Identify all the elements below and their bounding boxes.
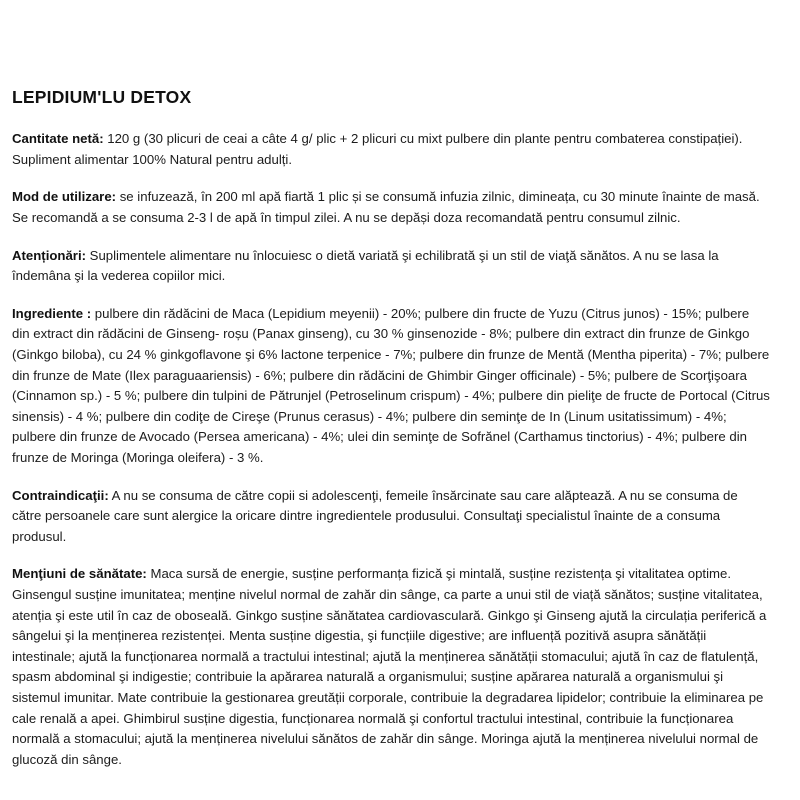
page-title: LEPIDIUM'LU DETOX: [12, 87, 192, 107]
section-label-ingredients: Ingrediente :: [12, 305, 92, 321]
section-warnings: [12, 246, 770, 287]
section-body-ingredients: pulbere din rădăcini de Maca (Lepidium meyenii) - 20%; pulbere din fructe de Yuzu (Citrus junos) - 15%; pulbere din extract din rădăcini de Ginseng- roșu (Panax ginseng), cu 30 % ginsenozide - 8%; pulbere din extract din frunze de Ginkgo (Ginkgo biloba), cu 24 % ginkgoflavone şi 6% lactone terpenice - 7%; pulbere din frunze de Mentă (Mentha piperita) - 7%; pulbere din frunze de Mate (Ilex paraguaariensis) - 6%; pulbere din rădăcini de Ghimbir Ginger officinale) - 5%; pulbere de Scorţişoara (Cinnamon sp.) - 5 %; pulbere din tulpini de Pătrunjel (Petroselinum crispum) - 4%; pulbere din pieliţe de fructe de Portocal (Citrus sinensis) - 4 %; pulbere din codiţe de Cireşe (Prunus cerasus) - 4%; pulbere din seminţe de In (Linum usitatissimum) - 4%; pulbere din frunze de Avocado (Persea americana) - 4%; ulei din seminţe de Sofrănel (Carthamus tinctorius) - 4%; pulbere din frunze de Moringa (Moringa oleifera) - 3 %.: [12, 305, 770, 465]
section-body-contraindications: A nu se consuma de către copii si adolescenţi, femeile însărcinate sau care alăptează. A nu se consuma de către persoanele care sunt alergice la oricare dintre ingredientele produsului. Consultaţi specialistul înainte de a consuma produsul.: [12, 487, 738, 544]
section-body-net-quantity: 120 g (30 plicuri de ceai a câte 4 g/ plic + 2 plicuri cu mixt pulbere din plante pentru combaterea constipației). Supliment alimentar 100% Natural pentru adulți.: [12, 131, 743, 167]
section-ingredients: [12, 304, 770, 469]
section-label-health-claims: Menţiuni de sănătate:: [12, 566, 147, 582]
section-body-health-claims: Maca sursă de energie, susține performanța fizică şi mintală, susține rezistența şi vitalitatea optime. Ginsengul susține imunitatea; menține nivelul normal de zahăr din sânge, ca parte a unui stil de viață sănătos; susține vitalitatea, atenția şi este util în caz de oboseală. Ginkgo susține sănătatea cardiovasculară. Ginkgo şi Ginseng ajută la circulația periferică a sângelui şi la menținerea rezistenței. Menta susține digestia, şi funcțiile digestive; are influență pozitivă asupra sănătății intestinale; ajută la funcționarea normală a tractului intestinal; ajută la menținerea sănătății stomacului; ajută în caz de flatulență, spasm abdominal şi indigestie; contribuie la apărarea naturală a organismului; susține apărarea naturală a organismului şi sistemul imunitar. Mate contribuie la gestionarea greutății corporale, contribuie la degradarea lipidelor; contribuie la eliminarea pe cale renală a apei. Ghimbirul susține digestia, funcționarea normală şi confortul tractului intestinal, contribuie la funcționarea normală a stomacului; ajută la menținerea nivelului sănătos de zahăr din sânge. Moringa ajută la menținerea nivelului normal de glucoză din sânge.: [12, 566, 767, 767]
section-body-warnings: Suplimentele alimentare nu înlocuiesc o dietă variată şi echilibrată şi un stil de viaţă sănătos. A nu se lasa la îndemâna şi la vederea copiilor mici.: [12, 247, 719, 284]
section-net-quantity: [12, 129, 770, 170]
section-label-contraindications: Contraindicaţii:: [12, 487, 109, 503]
section-contraindications: [12, 486, 770, 548]
section-label-warnings: Atenționări:: [12, 247, 86, 263]
section-body-usage: se infuzează, în 200 ml apă fiartă 1 plic și se consumă infuzia zilnic, dimineața, cu 30 minute înainte de masă. Se recomandă a se consuma 2-3 l de apă în timpul zilei. A nu se depăși doza recomandată pentru consumul zilnic.: [12, 189, 760, 226]
section-label-usage: Mod de utilizare:: [12, 189, 117, 205]
section-usage: [12, 187, 770, 228]
section-label-net-quantity: Cantitate netă:: [12, 131, 104, 147]
section-health-claims: [12, 564, 770, 770]
